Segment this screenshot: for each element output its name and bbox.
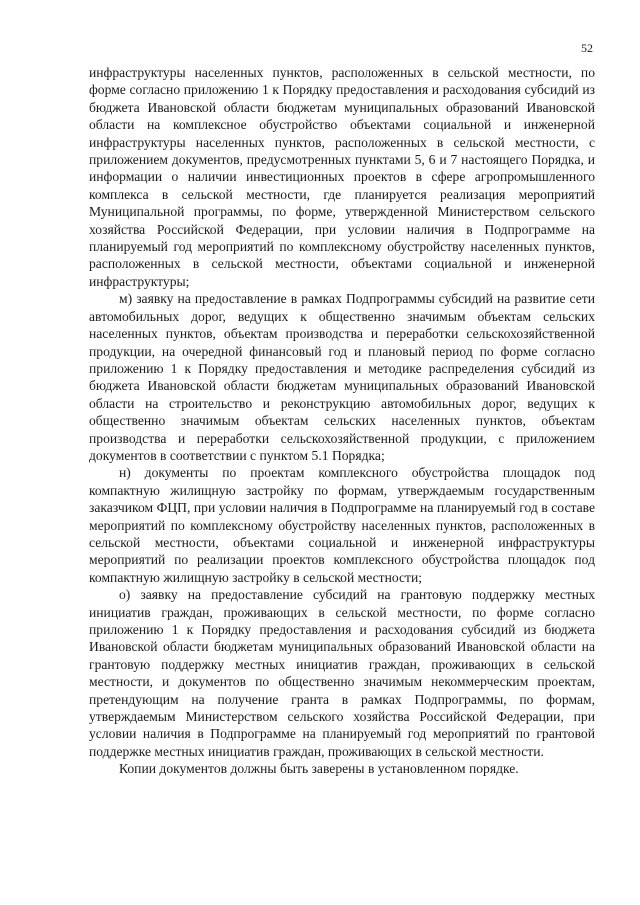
- paragraph-item-m: м) заявку на предоставление в рамках Подпрограммы субсидий на развитие сети автомобильных дорог, ведущих к общественно значимым объектам сельских населенных пунктов, объектам производства и переработки сельскохозяйственной продукции, на очередной финансовый год и плановый период по форме согласно приложению 1 к Порядку предоставления и методике распределения субсидий из бюджета Ивановской области бюджетам муниципальных образований Ивановской области на строительство и реконструкцию автомобильных дорог, ведущих к общественно значимым объектам сельских населенных пунктов, объектам производства и переработки сельскохозяйственной продукции, с приложением документов в соответствии с пунктом 5.1 Порядка;: [89, 291, 595, 463]
- document-body: [89, 64, 595, 778]
- paragraph-item-n: н) документы по проектам комплексного обустройства площадок под компактную жилищную застройку по формам, утверждаемым государственным заказчиком ФЦП, при условии наличия в Подпрограмме на планируемый год в составе мероприятий по комплексному обустройству населенных пунктов, расположенных в сельской местности, объектами социальной и инженерной инфраструктуры мероприятий по реализации проектов комплексного обустройства площадок под компактную жилищную застройку в сельской местности;: [89, 465, 595, 585]
- page-number: 52: [581, 41, 593, 55]
- paragraph-closing: Копии документов должны быть заверены в установленном порядке.: [119, 761, 519, 777]
- paragraph-item-o: о) заявку на предоставление субсидий на грантовую поддержку местных инициатив граждан, проживающих в сельской местности, по форме согласно приложению 1 к Порядку предоставления и расходования субсидий из бюджета Ивановской области бюджетам муниципальных образований Ивановской области на грантовую поддержку местных инициатив граждан, проживающих в сельской местности, и документов по общественно значимым некоммерческим проектам, претендующим на получение гранта в рамках Подпрограммы, по формам, утверждаемым Министерством сельского хозяйства Российской Федерации, при условии наличия в Подпрограмме на планируемый год мероприятий по грантовой поддержке местных инициатив граждан, проживающих в сельской местности.: [89, 587, 595, 759]
- paragraph-continuation: инфраструктуры населенных пунктов, расположенных в сельской местности, по форме согласно приложению 1 к Порядку предоставления и расходования субсидий из бюджета Ивановской области бюджетам муниципальных образований Ивановской области на комплексное обустройство объектами социальной и инженерной инфраструктуры населенных пунктов, расположенных в сельской местности, с приложением документов, предусмотренных пунктами 5, 6 и 7 настоящего Порядка, и информации о наличии инвестиционных проектов в сфере агропромышленного комплекса в сельской местности, где планируется реализация мероприятий Муниципальной программы, по форме, утвержденной Министерством сельского хозяйства Российской Федерации, при условии наличия в Подпрограмме на планируемый год мероприятий по комплексному обустройству населенных пунктов, расположенных в сельской местности, объектами социальной и инженерной инфраструктуры;: [89, 65, 595, 289]
